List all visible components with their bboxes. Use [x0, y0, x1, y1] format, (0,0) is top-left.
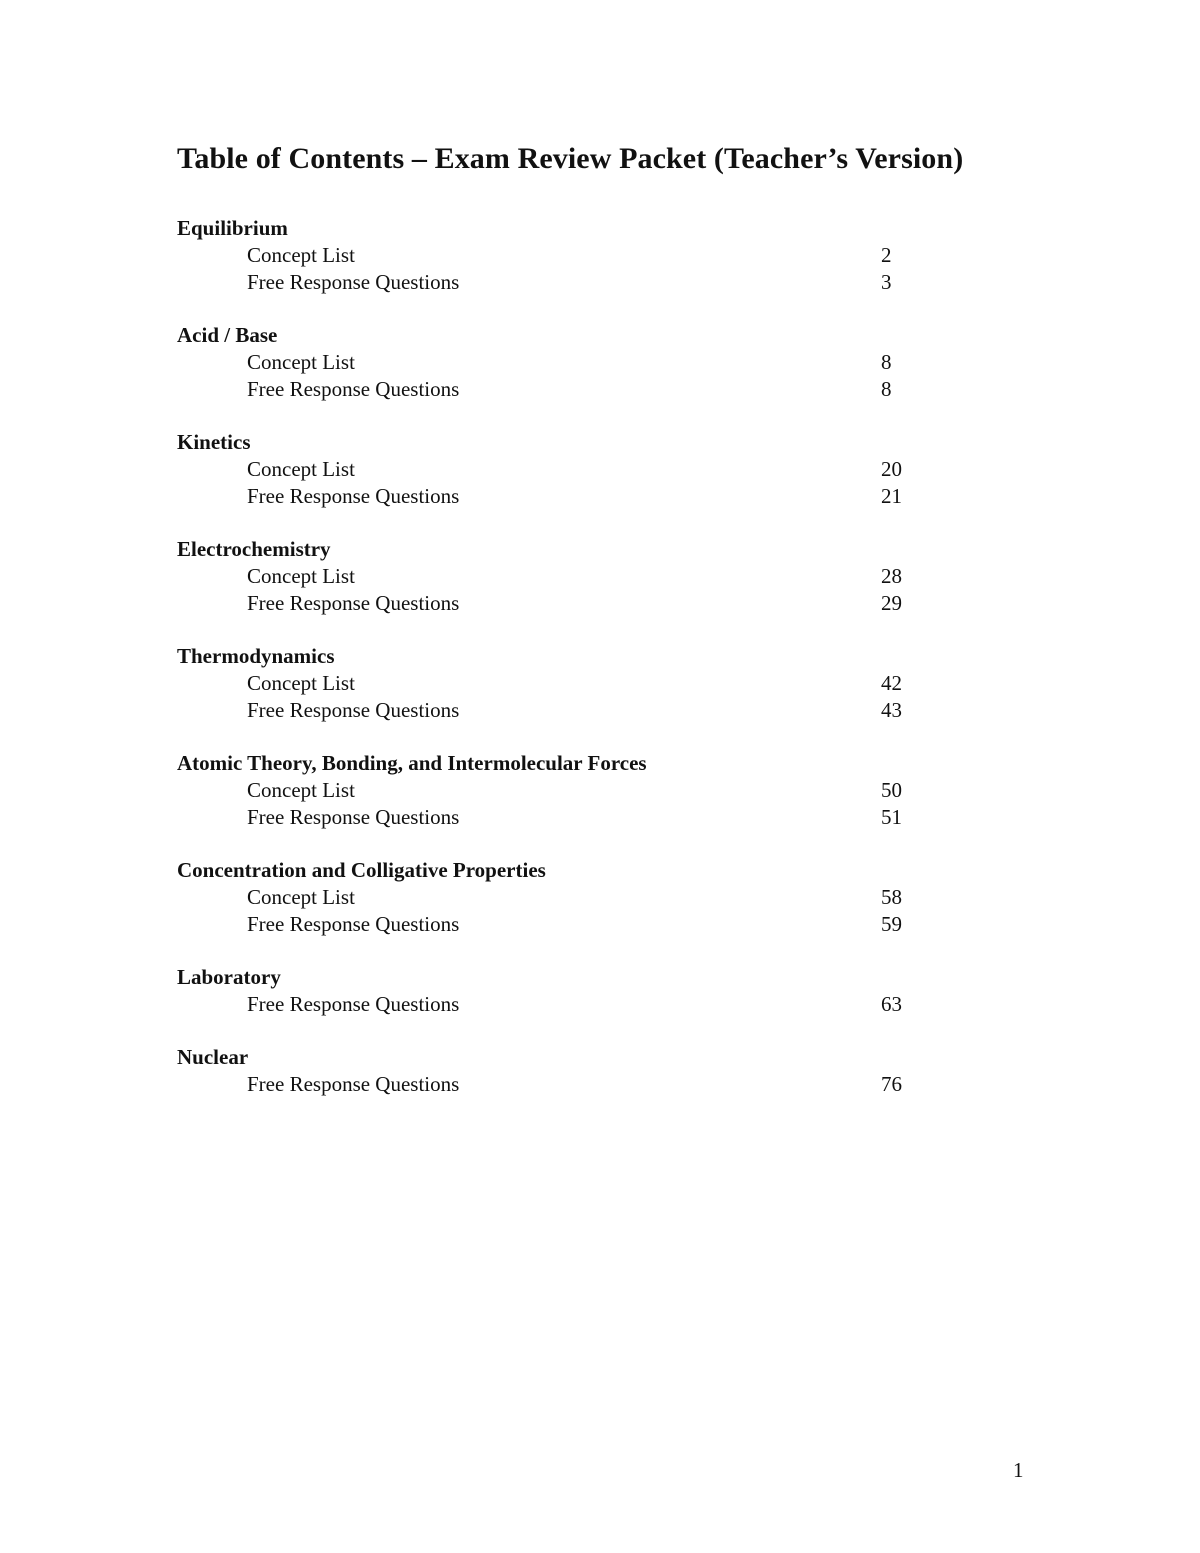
toc-section [177, 857, 937, 938]
entry-page-number: 63 [881, 992, 902, 1016]
entry-label: Free Response Questions [247, 992, 460, 1016]
toc-entry [177, 884, 937, 911]
entry-label: Free Response Questions [247, 270, 460, 294]
section-heading: Thermodynamics [177, 644, 335, 668]
toc-section [177, 1044, 937, 1098]
section-heading: Laboratory [177, 965, 281, 989]
entry-page-number: 21 [881, 484, 902, 508]
entry-label: Concept List [247, 885, 355, 909]
entry-label: Free Response Questions [247, 805, 460, 829]
entry-page-number: 8 [881, 377, 892, 401]
entry-label: Free Response Questions [247, 1072, 460, 1096]
toc-section [177, 750, 937, 831]
toc-entry [177, 483, 937, 510]
entry-page-number: 50 [881, 778, 902, 802]
entry-page-number: 59 [881, 912, 902, 936]
entry-label: Free Response Questions [247, 912, 460, 936]
entry-page-number: 76 [881, 1072, 902, 1096]
toc-section [177, 643, 937, 724]
entry-label: Concept List [247, 564, 355, 588]
entry-label: Free Response Questions [247, 484, 460, 508]
toc-entry [177, 242, 937, 269]
section-heading: Equilibrium [177, 216, 288, 240]
toc-entry [177, 697, 937, 724]
toc-section [177, 215, 937, 296]
entry-page-number: 29 [881, 591, 902, 615]
toc-entry [177, 804, 937, 831]
entry-page-number: 28 [881, 564, 902, 588]
toc-entry [177, 456, 937, 483]
toc-section [177, 536, 937, 617]
section-heading: Acid / Base [177, 323, 278, 347]
entry-page-number: 8 [881, 350, 892, 374]
toc-section [177, 964, 937, 1018]
entry-label: Concept List [247, 778, 355, 802]
toc-entry [177, 991, 937, 1018]
toc-entry [177, 911, 937, 938]
toc-entry [177, 1071, 937, 1098]
toc-entry [177, 376, 937, 403]
section-heading: Atomic Theory, Bonding, and Intermolecular Forces [177, 751, 647, 775]
toc-entry [177, 590, 937, 617]
toc-entry [177, 670, 937, 697]
entry-label: Concept List [247, 671, 355, 695]
page-title: Table of Contents – Exam Review Packet (Teacher’s Version) [177, 142, 964, 175]
section-heading: Kinetics [177, 430, 251, 454]
entry-label: Concept List [247, 243, 355, 267]
entry-label: Free Response Questions [247, 591, 460, 615]
entry-label: Free Response Questions [247, 377, 460, 401]
toc-section [177, 322, 937, 403]
toc-entry [177, 349, 937, 376]
toc-entry [177, 269, 937, 296]
entry-label: Concept List [247, 457, 355, 481]
entry-page-number: 42 [881, 671, 902, 695]
table-of-contents [177, 215, 937, 1124]
footer-page-number: 1 [1013, 1458, 1024, 1482]
entry-label: Free Response Questions [247, 698, 460, 722]
toc-section [177, 429, 937, 510]
entry-label: Concept List [247, 350, 355, 374]
section-heading: Concentration and Colligative Properties [177, 858, 546, 882]
entry-page-number: 58 [881, 885, 902, 909]
section-heading: Nuclear [177, 1045, 249, 1069]
entry-page-number: 3 [881, 270, 892, 294]
entry-page-number: 2 [881, 243, 892, 267]
entry-page-number: 51 [881, 805, 902, 829]
toc-entry [177, 563, 937, 590]
toc-entry [177, 777, 937, 804]
entry-page-number: 43 [881, 698, 902, 722]
section-heading: Electrochemistry [177, 537, 331, 561]
entry-page-number: 20 [881, 457, 902, 481]
